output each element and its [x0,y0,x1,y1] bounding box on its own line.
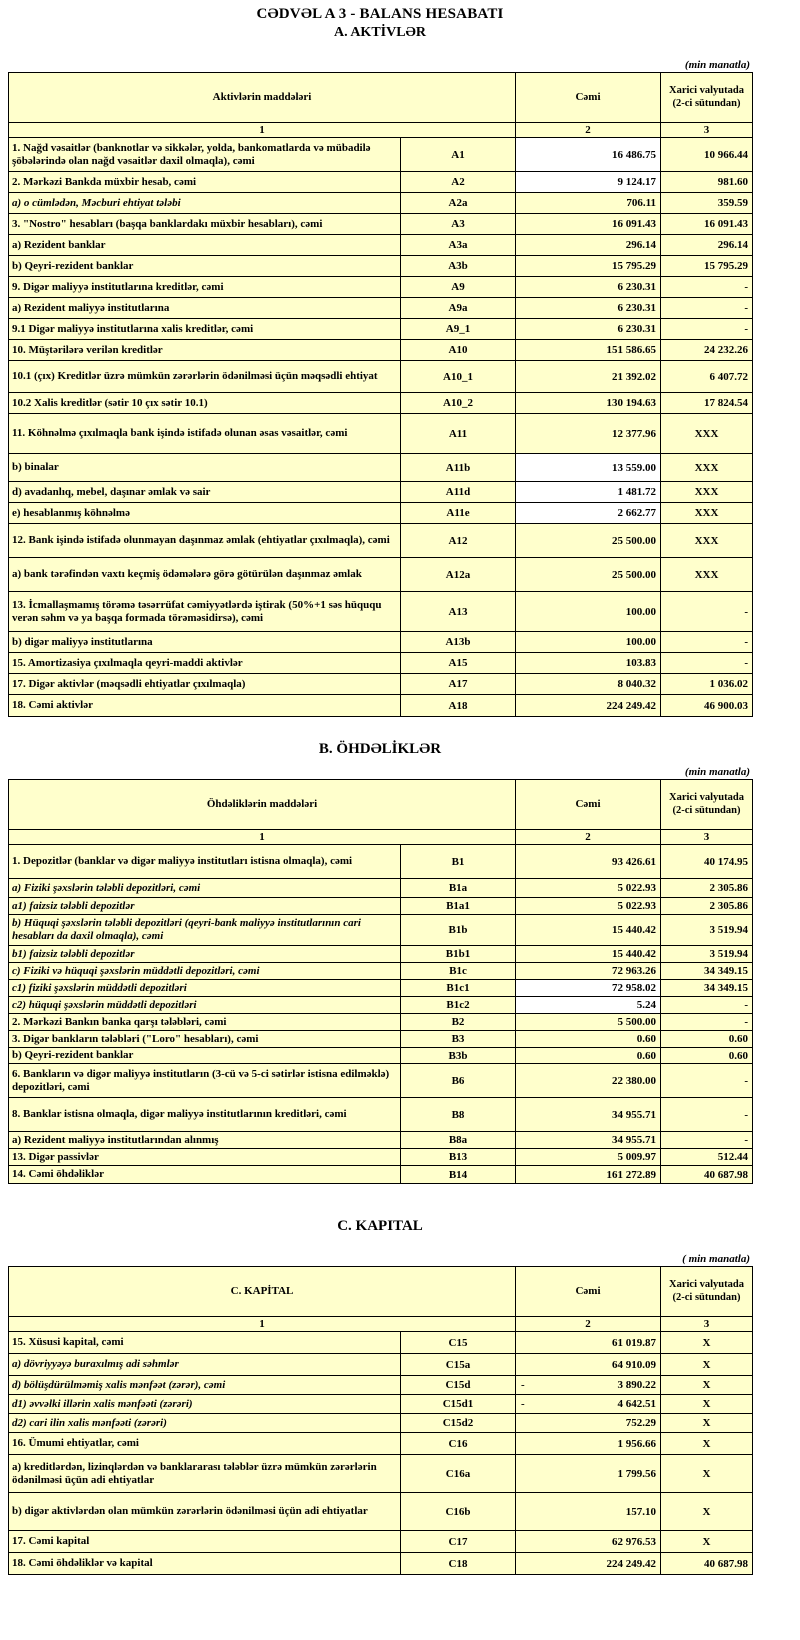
row-total-value: 296.14 [516,235,661,256]
table-row [9,1553,753,1575]
row-fx-value: - [661,653,753,674]
row-label: 15. Amortizasiya çıxılmaqla qeyri-maddi aktivlər [9,653,401,674]
table-row [9,845,753,879]
row-fx-value: X [661,1493,753,1531]
row-code: A15 [401,653,516,674]
row-label: c1) fiziki şəxslərin müddətli depozitləri [9,980,401,997]
table-row [9,256,753,277]
row-code: B1c [401,963,516,980]
row-fx-value: 2 305.86 [661,879,753,898]
row-code: B3 [401,1031,516,1048]
row-fx-value: 40 687.98 [661,1166,753,1184]
unit-note-assets: (min manatla) [684,59,750,71]
row-label: 18. Cəmi öhdəliklər və kapital [9,1553,401,1575]
row-label: a1) faizsiz tələbli depozitlər [9,898,401,915]
row-label: 1. Nağd vəsaitlər (banknotlar və sikkələr, yolda, bankomatlarda və mübadilə şöbələrində olan nağd vəsaitlər daxil olmaqla), cəmi [9,138,401,172]
row-fx-value: 34 349.15 [661,980,753,997]
row-fx-value: 1 036.02 [661,674,753,695]
row-total-value: 157.10 [516,1493,661,1531]
row-total-value: 34 955.71 [516,1132,661,1149]
row-fx-value: XXX [661,503,753,524]
liabilities-column-numbers [9,830,753,845]
row-label: 9. Digər maliyyə institutlarına kreditlər, cəmi [9,277,401,298]
row-code: B6 [401,1064,516,1098]
liabilities-table-header [9,780,753,830]
row-code: A3 [401,214,516,235]
row-total-value: 224 249.42 [516,695,661,717]
row-label: 15. Xüsusi kapital, cəmi [9,1332,401,1354]
row-code: A9a [401,298,516,319]
liabilities-table-body [9,845,753,1184]
row-label: b) Hüquqi şəxslərin tələbli depozitləri (qeyri-bank maliyyə institutlarının cari hesabları da daxil olmaqla), cəmi [9,915,401,946]
row-label: 10. Müştərilərə verilən kreditlər [9,340,401,361]
column-number-2: 2 [516,830,661,845]
row-total-value: 161 272.89 [516,1166,661,1184]
row-label: b1) faizsiz tələbli depozitlər [9,946,401,963]
table-row [9,879,753,898]
row-label: 17. Digər aktivlər (məqsədli ehtiyatlar çıxılmaqla) [9,674,401,695]
row-total-value: 5 500.00 [516,1014,661,1031]
row-label: 3. Digər bankların tələbləri ("Loro" hesabları), cəmi [9,1031,401,1048]
row-fx-value: 16 091.43 [661,214,753,235]
capital-table [8,1266,753,1575]
table-row [9,1048,753,1064]
table-row [9,503,753,524]
capital-table-header [9,1267,753,1317]
row-label: 6. Bankların və digər maliyyə institutların (3-cü və 5-ci sətirlər istisna edilməklə) depozitləri, cəmi [9,1064,401,1098]
row-label: d) bölüşdürülməmiş xalis mənfəət (zərər), cəmi [9,1376,401,1395]
row-label: 2. Mərkəzi Bankda müxbir hesab, cəmi [9,172,401,193]
row-label: b) binalar [9,454,401,482]
table-row [9,946,753,963]
table-row [9,898,753,915]
column-number-3: 3 [661,123,753,138]
items-column-header: Aktivlərin maddələri [9,73,516,123]
row-label: b) digər maliyyə institutlarına [9,632,401,653]
row-label: a) dövriyyəyə buraxılmış adi səhmlər [9,1354,401,1376]
row-label: 1. Depozitlər (banklar və digər maliyyə institutları istisna olmaqla), cəmi [9,845,401,879]
table-row [9,674,753,695]
table-row [9,1531,753,1553]
row-total-value: 72 963.26 [516,963,661,980]
capital-table-body [9,1332,753,1575]
row-total-value: 6 230.31 [516,319,661,340]
row-label: b) Qeyri-rezident banklar [9,1048,401,1064]
row-fx-value: 10 966.44 [661,138,753,172]
unit-note-liabilities: (min manatla) [684,766,750,778]
row-fx-value: 0.60 [661,1031,753,1048]
row-label: 12. Bank işində istifadə olunmayan daşınmaz əmlak (ehtiyatlar çıxılmaqla), cəmi [9,524,401,558]
row-fx-value: 6 407.72 [661,361,753,393]
row-total-value: 130 194.63 [516,393,661,414]
row-total-value: 8 040.32 [516,674,661,695]
row-fx-value: 296.14 [661,235,753,256]
table-row [9,1395,753,1414]
table-row [9,558,753,592]
row-fx-value: X [661,1395,753,1414]
fx-column-header: Xarici valyutada (2-ci sütundan) [661,73,753,123]
row-total-value: 5 022.93 [516,879,661,898]
row-label: a) o cümlədən, Məcburi ehtiyat tələbi [9,193,401,214]
row-fx-value: XXX [661,454,753,482]
row-total-value: 72 958.02 [516,980,661,997]
row-label: 13. İcmallaşmamış törəmə təsərrüfat cəmiyyətlərdə iştirak (50%+1 səs hüququ verən səhm və ya başqa formada törəməsidirsə), cəmi [9,592,401,632]
row-total-value: 5 022.93 [516,898,661,915]
row-fx-value: XXX [661,558,753,592]
row-label: a) bank tərəfindən vaxtı keçmiş ödəmələrə görə götürülən daşınmaz əmlak [9,558,401,592]
row-code: A18 [401,695,516,717]
row-code: A9_1 [401,319,516,340]
table-row [9,454,753,482]
row-code: B8a [401,1132,516,1149]
row-code: C16a [401,1455,516,1493]
row-fx-value: - [661,1064,753,1098]
row-code: C15d1 [401,1395,516,1414]
row-total-value: 16 091.43 [516,214,661,235]
row-fx-value: - [661,319,753,340]
minus-sign: - [521,1379,525,1391]
liabilities-table [8,779,753,1184]
row-code: B13 [401,1149,516,1166]
row-fx-value: - [661,298,753,319]
row-total-value: 0.60 [516,1031,661,1048]
table-row [9,997,753,1014]
row-fx-value: 40 687.98 [661,1553,753,1575]
row-fx-value: X [661,1455,753,1493]
row-code: B14 [401,1166,516,1184]
row-fx-value: - [661,1098,753,1132]
row-label: a) Fiziki şəxslərin tələbli depozitləri, cəmi [9,879,401,898]
row-fx-value: 34 349.15 [661,963,753,980]
table-row [9,1149,753,1166]
row-fx-value: 2 305.86 [661,898,753,915]
row-total-value: 1 481.72 [516,482,661,503]
row-fx-value: X [661,1433,753,1455]
row-total-value: 22 380.00 [516,1064,661,1098]
row-total-value: 100.00 [516,632,661,653]
row-code: A13b [401,632,516,653]
row-fx-value: - [661,632,753,653]
table-row [9,340,753,361]
table-row [9,1455,753,1493]
row-fx-value: 24 232.26 [661,340,753,361]
table-row [9,1493,753,1531]
row-fx-value: 46 900.03 [661,695,753,717]
table-row [9,193,753,214]
table-row [9,1014,753,1031]
row-code: A11b [401,454,516,482]
row-fx-value: 40 174.95 [661,845,753,879]
row-label: 8. Banklar istisna olmaqla, digər maliyyə institutlarının kreditləri, cəmi [9,1098,401,1132]
table-row [9,695,753,717]
row-fx-value: 15 795.29 [661,256,753,277]
row-code: B1c1 [401,980,516,997]
section-b-heading: B. ÖHDƏLİKLƏR [318,741,442,757]
table-row [9,1332,753,1354]
row-code: C18 [401,1553,516,1575]
table-row [9,319,753,340]
row-code: A10_1 [401,361,516,393]
row-fx-value: XXX [661,414,753,454]
row-total-value: 15 795.29 [516,256,661,277]
column-number-3: 3 [661,1317,753,1332]
row-code: C16 [401,1433,516,1455]
row-total-value [516,1376,661,1395]
assets-column-numbers [9,123,753,138]
row-code: B1c2 [401,997,516,1014]
row-fx-value: 512.44 [661,1149,753,1166]
column-number-2: 2 [516,123,661,138]
row-total-value [516,1395,661,1414]
row-label: 9.1 Digər maliyyə institutlarına xalis kreditlər, cəmi [9,319,401,340]
row-total-value: 6 230.31 [516,277,661,298]
row-fx-value: X [661,1332,753,1354]
row-code: A9 [401,277,516,298]
column-number-1: 1 [9,830,516,845]
row-code: A2a [401,193,516,214]
table-row [9,632,753,653]
table-row [9,214,753,235]
negative-amount: 4 642.51 [617,1398,656,1410]
row-total-value: 2 662.77 [516,503,661,524]
items-column-header: Öhdəliklərin maddələri [9,780,516,830]
row-code: C15a [401,1354,516,1376]
items-column-header: C. KAPİTAL [9,1267,516,1317]
row-code: B8 [401,1098,516,1132]
row-label: d) avadanlıq, mebel, daşınar əmlak və sair [9,482,401,503]
assets-table [8,72,753,717]
row-code: A11e [401,503,516,524]
row-code: A11d [401,482,516,503]
table-row [9,393,753,414]
row-label: a) Rezident banklar [9,235,401,256]
row-total-value: 9 124.17 [516,172,661,193]
row-code: B3b [401,1048,516,1064]
row-total-value: 224 249.42 [516,1553,661,1575]
row-fx-value: - [661,997,753,1014]
section-c-heading: C. KAPITAL [337,1218,423,1234]
column-number-2: 2 [516,1317,661,1332]
row-code: A17 [401,674,516,695]
row-total-value: 752.29 [516,1414,661,1433]
row-fx-value: X [661,1414,753,1433]
table-row [9,138,753,172]
row-total-value: 0.60 [516,1048,661,1064]
row-label: 3. "Nostro" hesabları (başqa banklardakı müxbir hesabları), cəmi [9,214,401,235]
row-code: B1b [401,915,516,946]
row-label: 17. Cəmi kapital [9,1531,401,1553]
row-total-value: 61 019.87 [516,1332,661,1354]
row-total-value: 5 009.97 [516,1149,661,1166]
row-total-value: 103.83 [516,653,661,674]
row-fx-value: 17 824.54 [661,393,753,414]
row-total-value: 15 440.42 [516,915,661,946]
row-fx-value: X [661,1531,753,1553]
table-row [9,1354,753,1376]
row-fx-value: XXX [661,524,753,558]
row-total-value: 5.24 [516,997,661,1014]
table-row [9,1132,753,1149]
row-fx-value: 0.60 [661,1048,753,1064]
row-code: A12 [401,524,516,558]
row-fx-value: X [661,1376,753,1395]
row-label: 11. Köhnəlmə çıxılmaqla bank işində istifadə olunan əsas vəsaitlər, cəmi [9,414,401,454]
table-row [9,1376,753,1395]
row-code: C17 [401,1531,516,1553]
row-total-value: 100.00 [516,592,661,632]
row-fx-value: - [661,1132,753,1149]
row-code: B1 [401,845,516,879]
row-label: b) Qeyri-rezident banklar [9,256,401,277]
row-total-value: 62 976.53 [516,1531,661,1553]
row-code: A1 [401,138,516,172]
table-row [9,1064,753,1098]
doc-title: CƏDVƏL A 3 - BALANS HESABATI [256,6,504,22]
row-fx-value: XXX [661,482,753,503]
table-row [9,277,753,298]
row-total-value: 13 559.00 [516,454,661,482]
row-label: 14. Cəmi öhdəliklər [9,1166,401,1184]
row-total-value: 64 910.09 [516,1354,661,1376]
row-total-value: 6 230.31 [516,298,661,319]
row-fx-value: - [661,1014,753,1031]
row-fx-value: X [661,1354,753,1376]
row-fx-value: - [661,277,753,298]
row-total-value: 25 500.00 [516,524,661,558]
row-total-value: 25 500.00 [516,558,661,592]
row-total-value: 1 799.56 [516,1455,661,1493]
row-total-value: 15 440.42 [516,946,661,963]
assets-table-header [9,73,753,123]
table-row [9,361,753,393]
table-row [9,1433,753,1455]
row-total-value: 93 426.61 [516,845,661,879]
total-column-header: Cəmi [516,73,661,123]
row-fx-value: 3 519.94 [661,915,753,946]
row-code: C15 [401,1332,516,1354]
table-row [9,414,753,454]
row-label: 10.1 (çıx) Kreditlər üzrə mümkün zərərlərin ödənilməsi üçün məqsədli ehtiyat [9,361,401,393]
row-code: A13 [401,592,516,632]
row-code: C15d [401,1376,516,1395]
row-label: b) digər aktivlərdən olan mümkün zərərlərin ödənilməsi üçün adi ehtiyatlar [9,1493,401,1531]
row-fx-value: 359.59 [661,193,753,214]
row-total-value: 12 377.96 [516,414,661,454]
row-label: a) kreditlərdən, lizinqlərdən və banklararası tələblər üzrə mümkün zərərlərin ödənilməsi üçün adi ehtiyatlar [9,1455,401,1493]
minus-sign: - [521,1398,525,1410]
table-row [9,482,753,503]
table-row [9,524,753,558]
row-total-value: 21 392.02 [516,361,661,393]
row-code: A2 [401,172,516,193]
row-label: d1) əvvəlki illərin xalis mənfəəti (zərəri) [9,1395,401,1414]
column-number-1: 1 [9,123,516,138]
table-row [9,298,753,319]
row-total-value: 1 956.66 [516,1433,661,1455]
table-row [9,592,753,632]
row-code: A10_2 [401,393,516,414]
row-total-value: 16 486.75 [516,138,661,172]
table-row [9,1031,753,1048]
row-code: A10 [401,340,516,361]
row-code: B1a1 [401,898,516,915]
row-fx-value: 3 519.94 [661,946,753,963]
row-total-value: 34 955.71 [516,1098,661,1132]
column-number-1: 1 [9,1317,516,1332]
row-label: 2. Mərkəzi Bankın banka qarşı tələbləri, cəmi [9,1014,401,1031]
table-row [9,235,753,256]
row-total-value: 151 586.65 [516,340,661,361]
row-label: 16. Ümumi ehtiyatlar, cəmi [9,1433,401,1455]
row-label: a) Rezident maliyyə institutlarından alınmış [9,1132,401,1149]
row-label: e) hesablanmış köhnəlmə [9,503,401,524]
row-code: C16b [401,1493,516,1531]
table-row [9,1098,753,1132]
fx-column-header: Xarici valyutada (2-ci sütundan) [661,1267,753,1317]
row-label: c) Fiziki və hüquqi şəxslərin müddətli depozitləri, cəmi [9,963,401,980]
row-code: C15d2 [401,1414,516,1433]
column-number-3: 3 [661,830,753,845]
row-code: B1b1 [401,946,516,963]
row-label: 10.2 Xalis kreditlər (sətir 10 çıx sətir 10.1) [9,393,401,414]
table-row [9,1166,753,1184]
row-total-value: 706.11 [516,193,661,214]
assets-table-body [9,138,753,717]
row-code: A3b [401,256,516,277]
row-fx-value: 981.60 [661,172,753,193]
row-code: A3a [401,235,516,256]
total-column-header: Cəmi [516,780,661,830]
row-code: B2 [401,1014,516,1031]
row-label: 13. Digər passivlər [9,1149,401,1166]
row-code: A12a [401,558,516,592]
negative-amount: 3 890.22 [617,1379,656,1391]
row-label: a) Rezident maliyyə institutlarına [9,298,401,319]
row-fx-value: - [661,592,753,632]
unit-note-capital: ( min manatla) [682,1253,750,1265]
table-row [9,963,753,980]
table-row [9,172,753,193]
row-code: B1a [401,879,516,898]
total-column-header: Cəmi [516,1267,661,1317]
row-label: d2) cari ilin xalis mənfəəti (zərəri) [9,1414,401,1433]
table-row [9,980,753,997]
balance-sheet-document [8,0,752,1575]
row-label: c2) hüquqi şəxslərin müddətli depozitləri [9,997,401,1014]
capital-column-numbers [9,1317,753,1332]
table-row [9,1414,753,1433]
row-code: A11 [401,414,516,454]
fx-column-header: Xarici valyutada (2-ci sütundan) [661,780,753,830]
section-a-heading: A. AKTİVLƏR [333,25,427,40]
row-label: 18. Cəmi aktivlər [9,695,401,717]
table-row [9,653,753,674]
table-row [9,915,753,946]
